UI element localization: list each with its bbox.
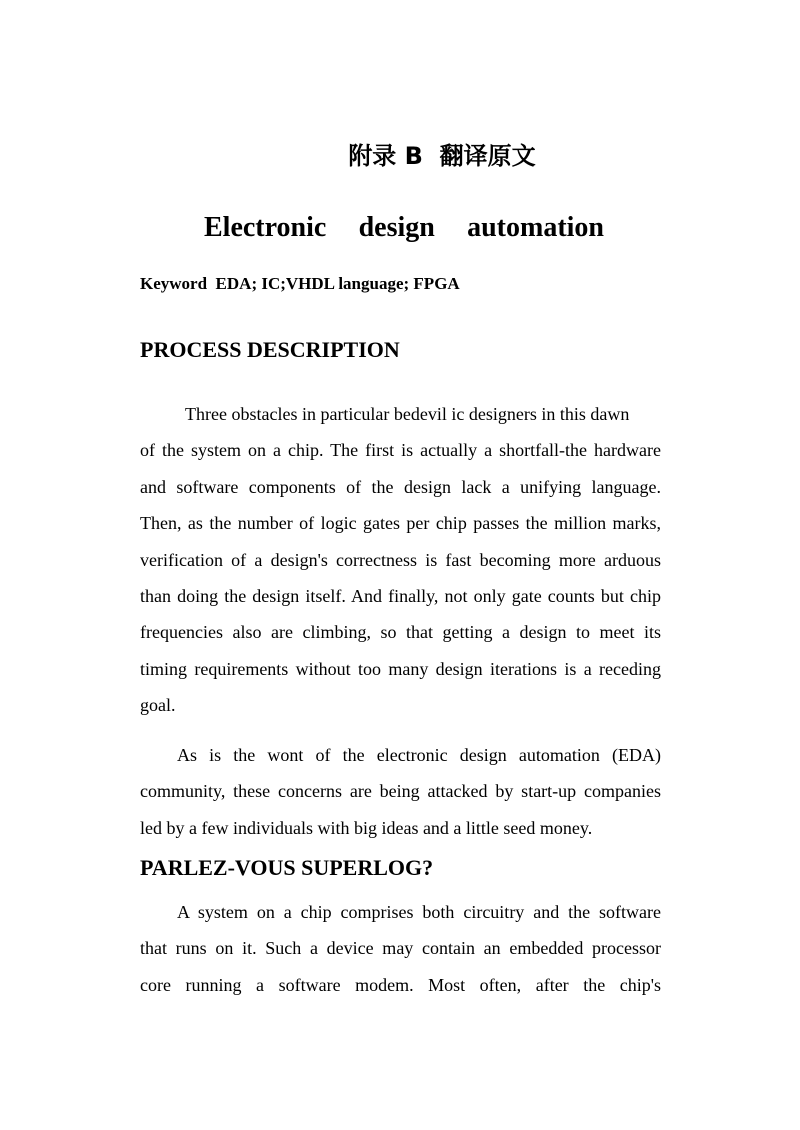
text-line: A system on a chip comprises both circuitry and the software <box>177 902 661 922</box>
document-title-word: design <box>358 212 435 243</box>
document-title-word: Electronic <box>204 212 327 243</box>
document-title-word: automation <box>467 212 604 243</box>
text-line: timing requirements without too many design iterations is a receding <box>140 658 661 679</box>
text-line: Three obstacles in particular bedevil ic designers in this dawn <box>185 404 630 424</box>
text-line: community, these concerns are being attacked by start-up companies <box>140 781 661 802</box>
paragraph-system-on-chip <box>140 894 661 1003</box>
paragraph-process-description <box>140 396 661 724</box>
text-line: that runs on it. Such a device may contain an embedded processor <box>140 938 661 959</box>
keyword-line: Keyword EDA; IC;VHDL language; FPGA <box>140 274 460 293</box>
document-title <box>204 208 604 248</box>
section-heading-parlez-vous-superlog: PARLEZ-VOUS SUPERLOG? <box>140 855 434 880</box>
text-line: Then, as the number of logic gates per chip passes the million marks, <box>140 513 661 534</box>
section-heading-process-description: PROCESS DESCRIPTION <box>140 337 400 362</box>
text-line: and software components of the design lack a unifying language. <box>140 476 661 497</box>
text-line: frequencies also are climbing, so that getting a design to meet its <box>140 622 661 643</box>
text-line: of the system on a chip. The first is actually a shortfall-the hardware <box>140 440 661 461</box>
paragraph-eda-community <box>140 737 661 846</box>
text-line: than doing the design itself. And finally, not only gate counts but chip <box>140 585 661 606</box>
text-line: As is the wont of the electronic design automation (EDA) <box>177 745 661 765</box>
text-line: core running a software modem. Most often, after the chip's <box>140 974 661 995</box>
text-line: led by a few individuals with big ideas and a little seed money. <box>140 817 593 838</box>
text-line: verification of a design's correctness is fast becoming more arduous <box>140 549 661 570</box>
appendix-title: 附录 B 翻译原文 <box>348 142 536 170</box>
text-line: goal. <box>140 695 176 716</box>
